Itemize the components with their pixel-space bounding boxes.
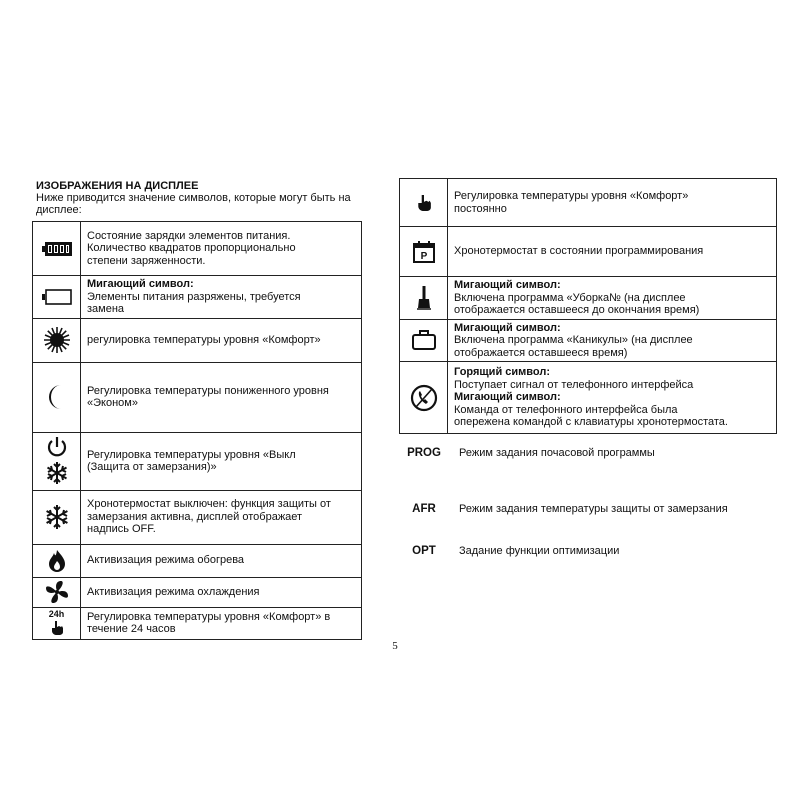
- blinking-symbol-label: Мигающий символ:: [454, 391, 561, 404]
- code-row-afr: [399, 503, 777, 517]
- description-line: замена: [87, 303, 125, 315]
- icon-cell: [400, 362, 448, 434]
- table-row: [400, 362, 777, 434]
- table-row: [33, 318, 362, 362]
- description-line: Поступает сигнал от телефонного интерфейса: [454, 378, 694, 391]
- mode-description: Режим задания почасовой программы: [459, 447, 655, 459]
- mode-code: PROG: [407, 447, 441, 459]
- icon-cell: [33, 490, 81, 544]
- description-cell: [448, 179, 777, 227]
- table-row: [400, 277, 777, 320]
- description-line: Активизация режима охлаждения: [87, 585, 260, 598]
- icon-cell: [33, 362, 81, 432]
- description-line: (Защита от замерзания)»: [87, 461, 217, 473]
- snowflake-icon: [47, 462, 66, 484]
- battery-full-icon: [42, 242, 72, 256]
- symbols-table-right: [399, 178, 777, 434]
- table-row: [33, 607, 362, 639]
- table-row: [400, 319, 777, 362]
- icon-cell: [400, 227, 448, 277]
- phone-icon: [410, 384, 438, 412]
- mode-description: Задание функции оптимизации: [459, 545, 620, 557]
- description-cell: [448, 362, 777, 434]
- calendar-letter: P: [420, 250, 427, 262]
- hand-icon: [50, 620, 64, 636]
- description-line: Количество квадратов пропорционально: [87, 242, 296, 255]
- moon-icon: [46, 384, 68, 410]
- description-line: отображается оставшееся до окончания время): [454, 304, 700, 316]
- 24h-hand-icon: [33, 610, 80, 636]
- calendar-p-icon: [412, 240, 436, 264]
- code-row-opt: [399, 545, 777, 559]
- description-line: отображается оставшееся время): [454, 346, 628, 359]
- description-line: Регулировка температуры уровня «Комфорт»: [454, 190, 689, 202]
- description-line: надпись OFF.: [87, 523, 156, 536]
- mode-description: Режим задания температуры защиты от замерзания: [459, 503, 728, 515]
- description-line: Включена программа «Каникулы» (на дисплее: [454, 334, 693, 346]
- description-line: замерзания активна, дисплей отображает: [87, 510, 303, 523]
- blinking-symbol-label: Мигающий символ:: [454, 321, 561, 334]
- icon-cell: [33, 432, 81, 490]
- description-line: Активизация режима обогрева: [87, 554, 245, 567]
- description-line: Команда от телефонного интерфейса была: [454, 403, 678, 416]
- mode-code: AFR: [412, 503, 436, 515]
- symbols-table-left: [32, 221, 362, 640]
- icon-cell: [400, 319, 448, 362]
- power-snowflake-icon: [45, 436, 69, 486]
- description-line: Регулировка температуры уровня «Выкл: [87, 448, 296, 461]
- description-line: течение 24 часов: [87, 623, 176, 635]
- hand-icon: [416, 193, 432, 213]
- icon-cell: [33, 318, 81, 362]
- description-line: «Эконом»: [87, 397, 138, 409]
- battery-empty-icon: [42, 289, 72, 305]
- icon-cell: [400, 179, 448, 227]
- description-line: Включена программа «Уборка№ (на дисплее: [454, 291, 686, 304]
- description-cell: [81, 318, 362, 362]
- description-line: Хронотермостат в состоянии программирования: [454, 245, 704, 258]
- sun-icon: [44, 327, 70, 353]
- description-cell: [81, 544, 362, 577]
- section-title: ИЗОБРАЖЕНИЯ НА ДИСПЛЕЕ: [36, 180, 199, 192]
- code-row-prog: [399, 447, 777, 461]
- description-line: степени заряженности.: [87, 254, 206, 267]
- description-cell: [81, 607, 362, 639]
- table-row: [400, 179, 777, 227]
- section-heading: [36, 180, 366, 216]
- description-cell: [81, 432, 362, 490]
- table-row: [33, 362, 362, 432]
- description-line: Элементы питания разряжены, требуется: [87, 290, 301, 303]
- description-cell: [81, 577, 362, 607]
- icon-cell: [33, 607, 81, 639]
- page-number: 5: [392, 640, 398, 652]
- section-intro: Ниже приводится значение символов, которые могут быть на дисплее:: [36, 192, 351, 216]
- table-row: [33, 222, 362, 276]
- 24h-label: 24h: [48, 609, 65, 619]
- snowflake-icon: [44, 504, 70, 530]
- table-row: [33, 577, 362, 607]
- description-line: Хронотермостат выключен: функция защиты от: [87, 498, 331, 511]
- description-cell: [81, 222, 362, 276]
- description-line: Регулировка температуры пониженного уровня: [87, 384, 329, 397]
- description-cell: [81, 276, 362, 319]
- table-row: [400, 227, 777, 277]
- icon-cell: [33, 577, 81, 607]
- broom-icon: [416, 286, 432, 310]
- fan-icon: [45, 580, 69, 604]
- description-line: Состояние зарядки элементов питания.: [87, 229, 291, 242]
- description-cell: [448, 319, 777, 362]
- description-cell: [448, 277, 777, 320]
- icon-cell: [33, 276, 81, 319]
- description-line: регулировка температуры уровня «Комфорт»: [87, 333, 321, 346]
- table-row: [33, 490, 362, 544]
- description-cell: [81, 490, 362, 544]
- power-icon: [49, 437, 65, 455]
- icon-cell: [33, 544, 81, 577]
- description-cell: [81, 362, 362, 432]
- description-line: Регулировка температуры уровня «Комфорт» в: [87, 610, 331, 623]
- table-row: [33, 432, 362, 490]
- description-line: постоянно: [454, 202, 507, 215]
- mode-code: OPT: [412, 545, 436, 557]
- icon-cell: [400, 277, 448, 320]
- table-row: [33, 544, 362, 577]
- steady-symbol-label: Горящий символ:: [454, 366, 550, 379]
- description-cell: [448, 227, 777, 277]
- blinking-symbol-label: Мигающий символ:: [454, 279, 561, 291]
- description-line: опережена командой с клавиатуры хронотермостата.: [454, 416, 728, 429]
- flame-icon: [48, 549, 66, 573]
- suitcase-icon: [411, 329, 437, 351]
- blinking-symbol-label: Мигающий символ:: [87, 278, 194, 290]
- icon-cell: [33, 222, 81, 276]
- table-row: [33, 276, 362, 319]
